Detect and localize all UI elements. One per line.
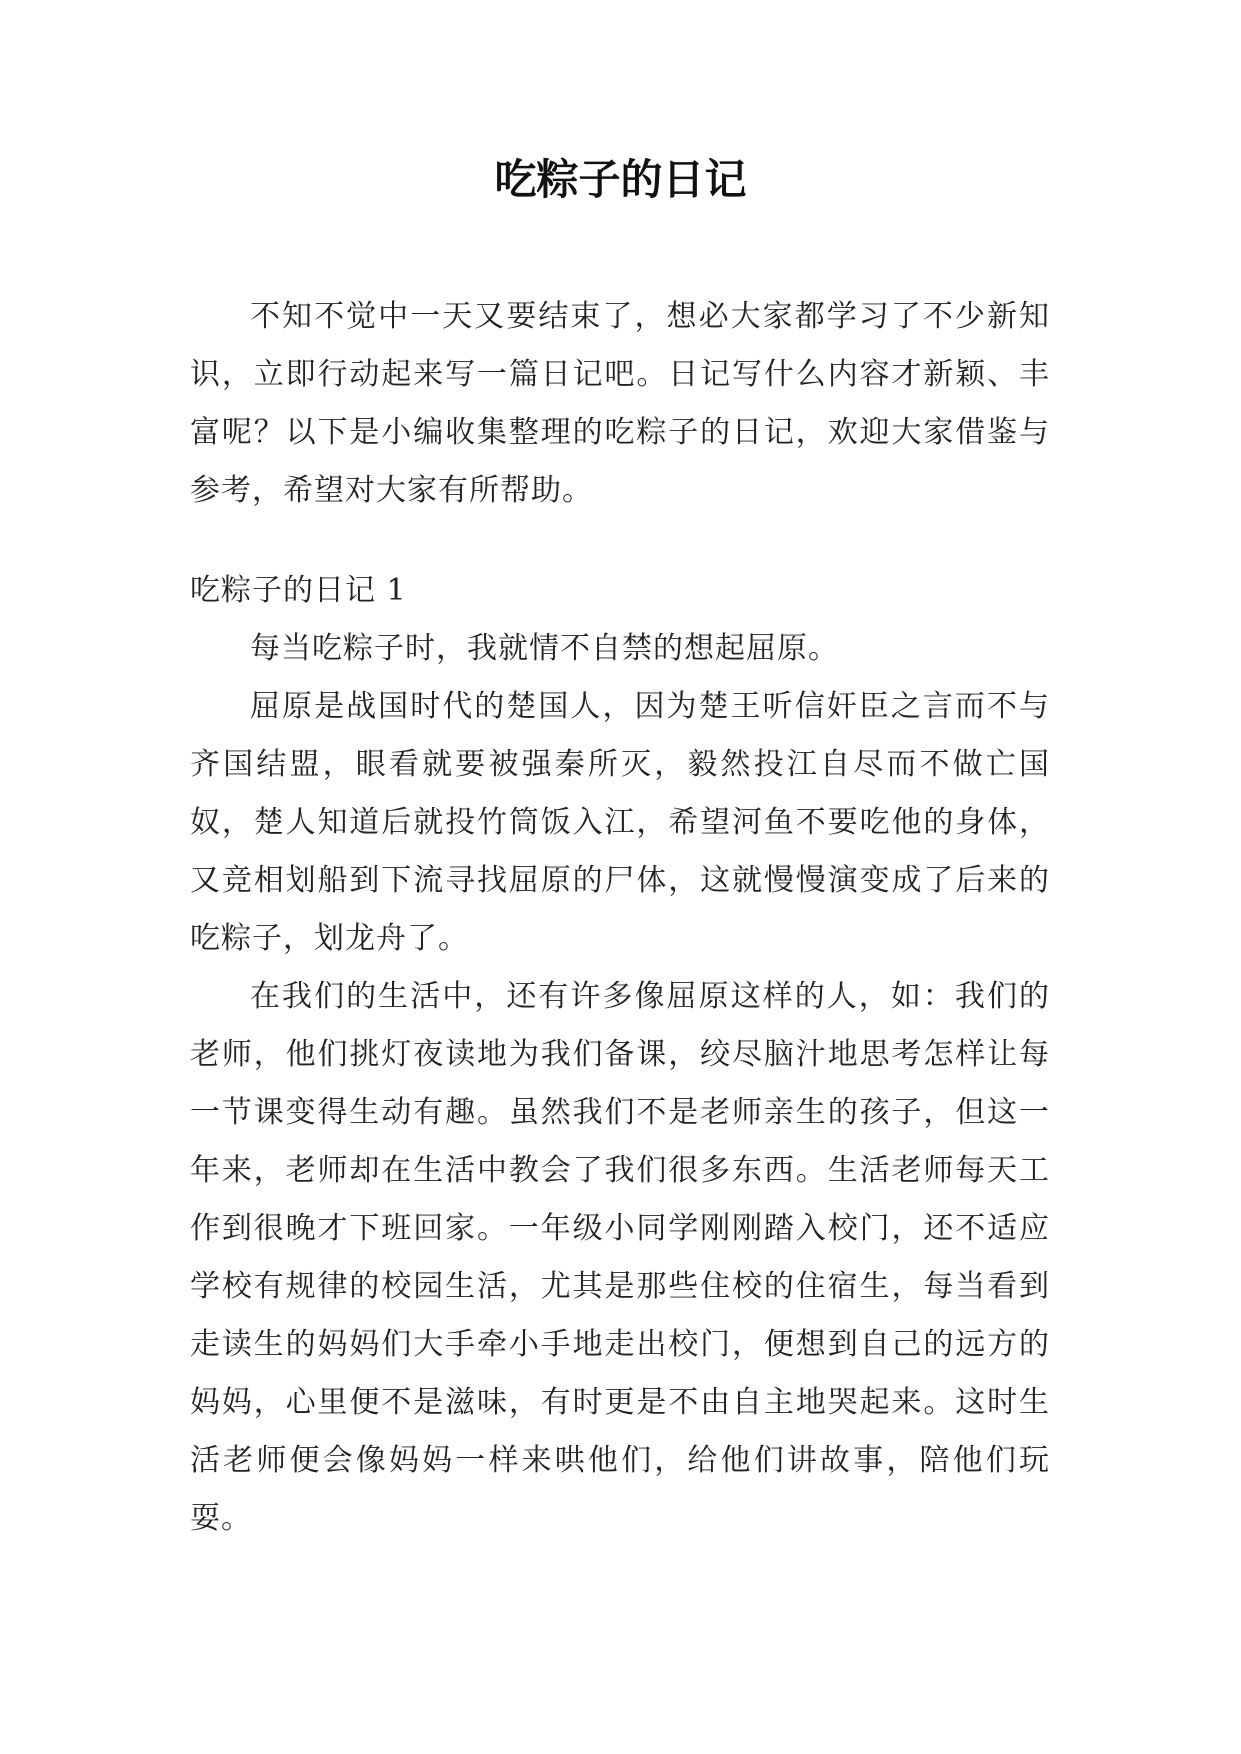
document-title: 吃粽子的日记 bbox=[494, 155, 747, 204]
body-paragraph-2: 屈原是战国时代的楚国人，因为楚王听信奸臣之言而不与齐国结盟，眼看就要被强秦所灭，毅然投江自尽而不做亡国奴，楚人知道后就投竹筒饭入江，希望河鱼不要吃他的身体，又竞相划船到下流寻找屈原的尸体，这就慢慢演变成了后来的吃粽子，划龙舟了。 bbox=[190, 689, 1050, 956]
body-paragraph-3: 在我们的生活中，还有许多像屈原这样的人，如：我们的老师，他们挑灯夜读地为我们备课，绞尽脑汁地思考怎样让每一节课变得生动有趣。虽然我们不是老师亲生的孩子，但这一年来，老师却在生活中教会了我们很多东西。生活老师每天工作到很晚才下班回家。一年级小同学刚刚踏入校门，还不适应学校有规律的校园生活，尤其是那些住校的住宿生，每当看到走读生的妈妈们大手牵小手地走出校门，便想到自己的远方的妈妈，心里便不是滋味，有时更是不由自主地哭起来。这时生活老师便会像妈妈一样来哄他们，给他们讲故事，陪他们玩耍。 bbox=[190, 979, 1050, 1536]
section-heading: 吃粽子的日记 1 bbox=[190, 573, 407, 608]
document-body bbox=[190, 288, 1050, 1548]
intro-paragraph: 不知不觉中一天又要结束了，想必大家都学习了不少新知识，立即行动起来写一篇日记吧。日记写什么内容才新颖、丰富呢？以下是小编收集整理的吃粽子的日记，欢迎大家借鉴与参考，希望对大家有所帮助。 bbox=[190, 299, 1050, 508]
body-paragraph-1: 每当吃粽子时，我就情不自禁的想起屈原。 bbox=[250, 631, 839, 666]
